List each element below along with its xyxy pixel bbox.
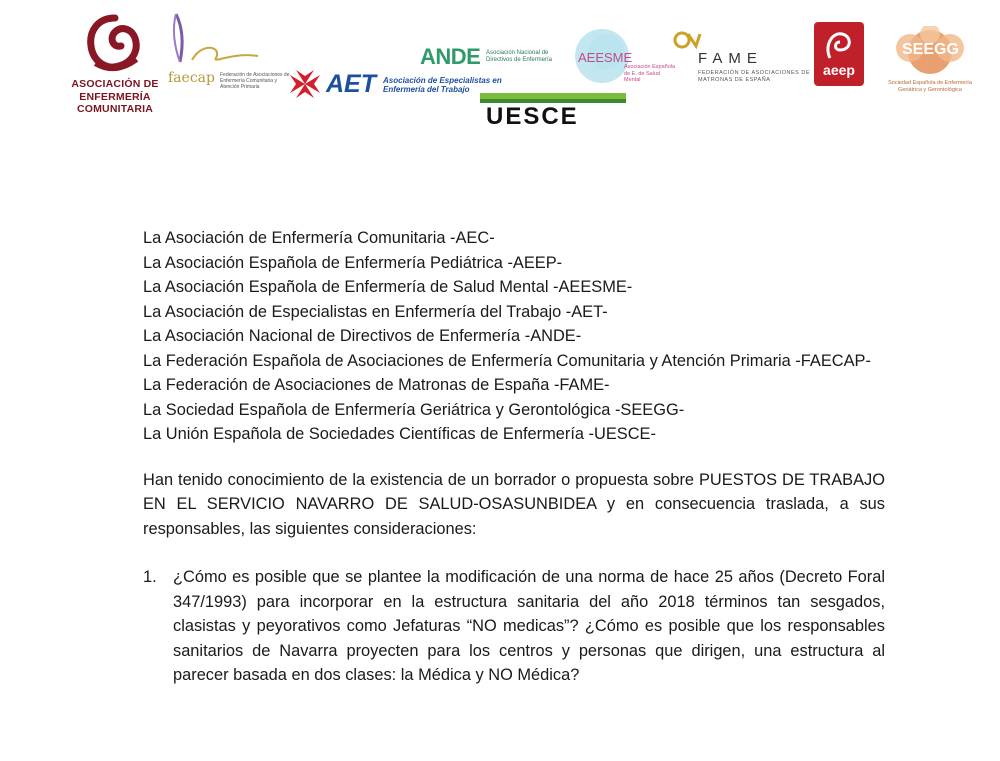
consideration-text: ¿Cómo es posible que se plantee la modificación de una norma de hace 25 años (Decreto Foral 347/1993) para incorporar en la estructura sanitaria del año 2018 términos tan sesgados, clasistas y peyorativos como Jefaturas “NO medicas”? ¿Cómo es posible que los responsables sanitarios de Navarra proyecten para los centros y personas que dirigen, una estructura al parecer basada en dos clases: la Médica y NO Médica? [173, 568, 885, 684]
aeep-emblem-icon [822, 28, 856, 62]
aec-emblem-icon [85, 14, 145, 74]
maltese-cross-icon [288, 68, 322, 100]
ande-logo [420, 44, 570, 74]
organizations-list [143, 226, 885, 447]
considerations-list [143, 565, 885, 688]
aet-logo-subtitle: Asociación de Especialistas en Enfermería del Trabajo [383, 76, 502, 94]
aeesme-logo-subtitle: Asociación Española de E. de Salud Mental [624, 64, 676, 83]
aeep-logo [814, 22, 864, 86]
aec-logo-line1: ASOCIACIÓN DE [71, 78, 159, 90]
seegg-logo-subtitle: Sociedad Española de Enfermería Geriátrica y Gerontológica [888, 80, 972, 93]
fame-logo-subtitle: FEDERACIÓN DE ASOCIACIONES DE MATRONAS DE ESPAÑA [698, 70, 810, 83]
organization-item: La Asociación Nacional de Directivos de Enfermería -ANDE- [143, 327, 582, 345]
intro-paragraph: Han tenido conocimiento de la existencia de un borrador o propuesta sobre PUESTOS DE TRABAJO EN EL SERVICIO NAVARRO DE SALUD-OSASUNBIDEA y en consecuencia traslada, a sus responsables, las siguientes consideraciones: [143, 470, 885, 538]
seegg-logo-name: SEEGG [902, 41, 959, 58]
organization-item: La Sociedad Española de Enfermería Geriátrica y Gerontológica -SEEGG- [143, 400, 685, 419]
consideration-number: 1. [143, 568, 157, 586]
aeesme-logo [572, 26, 676, 94]
quill-icon [162, 12, 282, 72]
fame-logo-name: FAME [698, 50, 763, 67]
fame-logo [668, 30, 808, 86]
organization-item: La Unión Española de Sociedades Científicas de Enfermería -UESCE- [143, 425, 656, 443]
uesce-logo [480, 93, 626, 130]
organization-item: La Federación de Asociaciones de Matronas de España -FAME- [143, 376, 610, 394]
organization-item: La Asociación de Enfermería Comunitaria -AEC- [143, 229, 495, 247]
organization-item: La Asociación Española de Enfermería Pediátrica -AEEP- [143, 253, 563, 272]
faecap-logo-name: faecap [168, 70, 215, 86]
document-body [143, 226, 885, 688]
organization-item: La Federación Española de Asociaciones de Enfermería Comunitaria y Atención Primaria -FAECAP- [143, 351, 871, 370]
organization-item: La Asociación de Especialistas en Enfermería del Trabajo -AET- [143, 302, 608, 321]
consideration-item [143, 565, 885, 688]
aec-logo-line2: ENFERMERÍA COMUNITARIA [76, 91, 154, 115]
ande-logo-name: ANDE [420, 44, 481, 69]
faecap-logo [162, 12, 290, 102]
seegg-logo [880, 26, 980, 96]
faecap-logo-subtitle: Federación de Asociaciones de Enfermería Comunitaria y Atención Primaria [220, 72, 290, 90]
aet-logo-name: AET [326, 70, 376, 98]
aeep-logo-name: aeep [823, 62, 855, 78]
organization-item: La Asociación Española de Enfermería de Salud Mental -AEESME- [143, 278, 633, 296]
uesce-logo-name: UESCE [486, 103, 579, 130]
ande-logo-subtitle: Asociación Nacional de Directivos de Enfermería [486, 50, 553, 63]
aeesme-logo-name: AEESME [578, 50, 633, 65]
